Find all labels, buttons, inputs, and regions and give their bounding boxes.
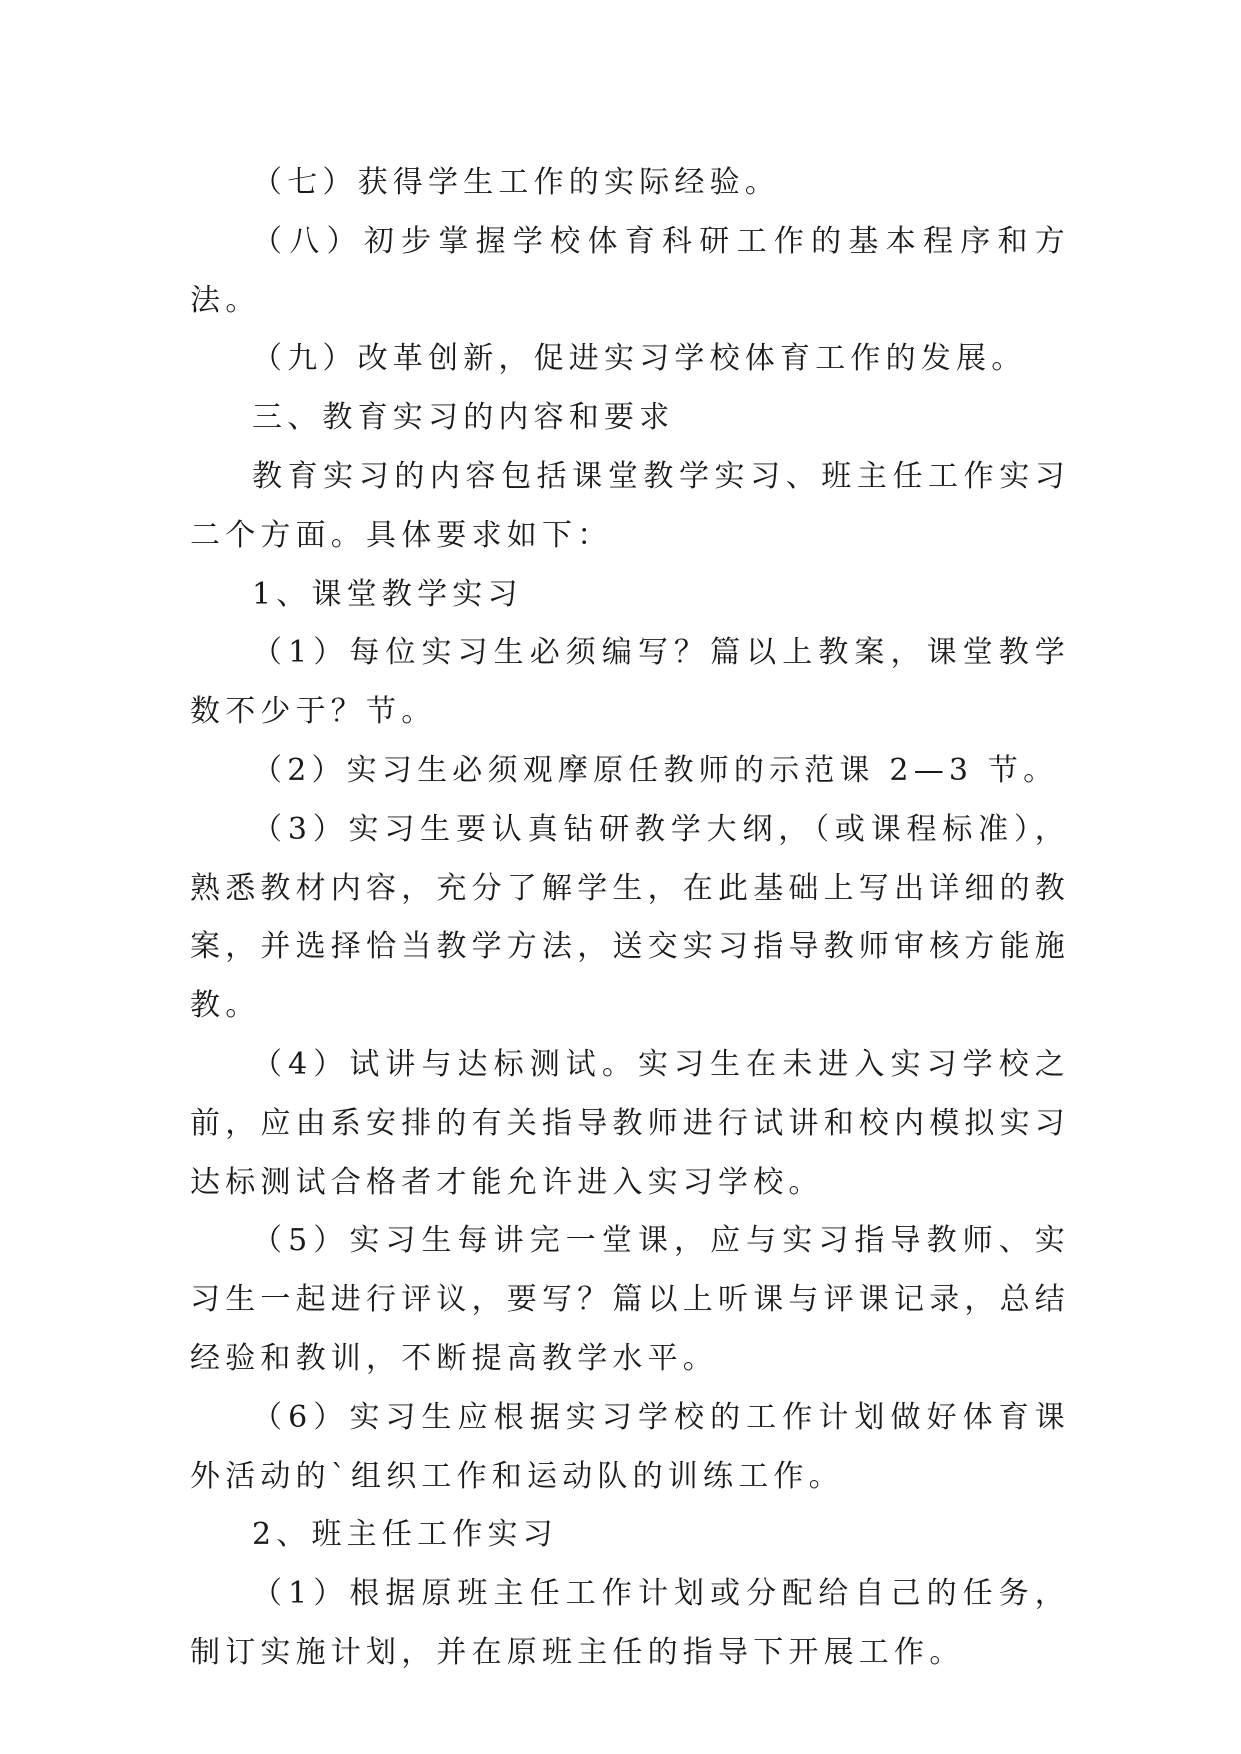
subheading-head-teacher: 2、班主任工作实习 xyxy=(252,1517,558,1553)
paragraph-point-6: （6）实习生应根据实习学校的工作计划做好体育课外活动的`组织工作和运动队的训练工作。 xyxy=(190,1399,1070,1494)
document-body xyxy=(190,154,1070,1683)
paragraph-intro: 教育实习的内容包括课堂教学实习、班主任工作实习二个方面。具体要求如下： xyxy=(190,458,1070,553)
section-heading-3: 三、教育实习的内容和要求 xyxy=(252,400,675,436)
paragraph-point-2: （2）实习生必须观摩原任教师的示范课 2—3 节。 xyxy=(252,752,1059,788)
paragraph-point-5: （5）实习生每讲完一堂课，应与实习指导教师、实习生一起进行评议，要写？篇以上听课与评课记录，总结经验和教训，不断提高教学水平。 xyxy=(190,1223,1070,1376)
paragraph-item-9: （九）改革创新，促进实习学校体育工作的发展。 xyxy=(252,341,1027,377)
paragraph-point-3: （3）实习生要认真钻研教学大纲，（或课程标准），熟悉教材内容，充分了解学生，在此基础上写出详细的教案，并选择恰当教学方法，送交实习指导教师审核方能施教。 xyxy=(190,811,1070,1024)
subheading-classroom-teaching: 1、课堂教学实习 xyxy=(252,576,523,612)
paragraph-item-8: （八）初步掌握学校体育科研工作的基本程序和方法。 xyxy=(190,223,1070,318)
paragraph-head-teacher-1: （1）根据原班主任工作计划或分配给自己的任务，制订实施计划，并在原班主任的指导下开展工作。 xyxy=(190,1576,1070,1670)
paragraph-point-4: （4）试讲与达标测试。实习生在未进入实习学校之前，应由系安排的有关指导教师进行试讲和校内模拟实习达标测试合格者才能允许进入实习学校。 xyxy=(190,1046,1070,1200)
paragraph-item-7: （七）获得学生工作的实际经验。 xyxy=(252,165,780,200)
paragraph-point-1: （1）每位实习生必须编写？篇以上教案，课堂教学数不少于？节。 xyxy=(190,635,1070,730)
